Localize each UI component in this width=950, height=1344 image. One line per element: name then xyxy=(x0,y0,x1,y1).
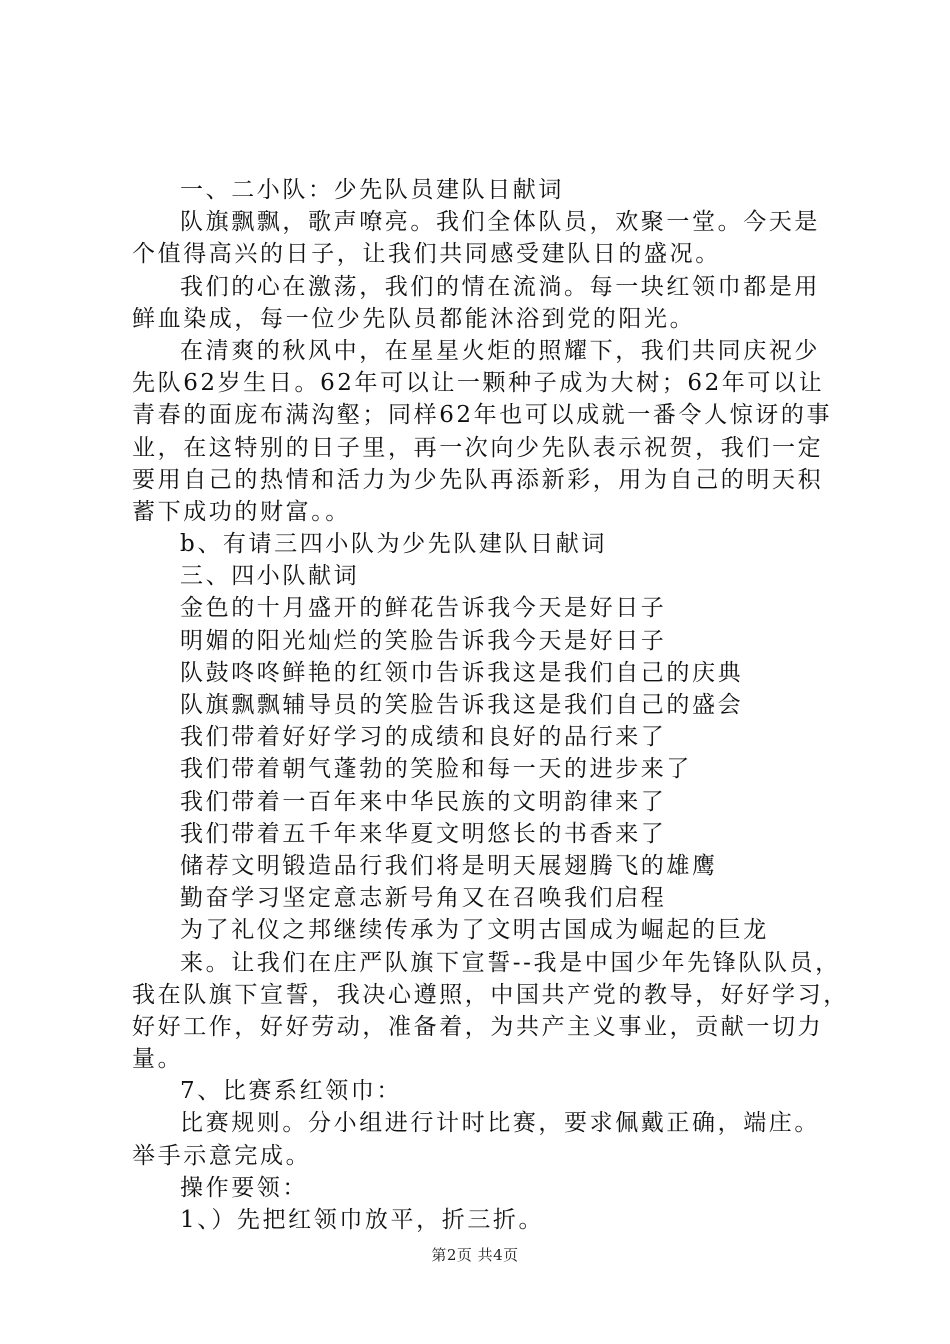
heading-line: 三、四小队献词 xyxy=(180,563,360,590)
paragraph-line: 队旗飘飘，歌声嘹亮。我们全体队员，欢聚一堂。今天是 xyxy=(180,209,820,236)
paragraph-line: 1、）先把红领巾放平，折三折。 xyxy=(180,1207,545,1233)
paragraph-line: 蓄下成功的财富。。 xyxy=(132,498,351,525)
paragraph-line: 量。 xyxy=(132,1046,184,1073)
paragraph-line: b、有请三四小队为少先队建队日献词 xyxy=(180,531,607,558)
paragraph-line: 要用自己的热情和活力为少先队再添新彩，用为自己的明天积 xyxy=(132,466,824,493)
paragraph-line: 鲜血染成，每一位少先队员都能沐浴到党的阳光。 xyxy=(132,305,696,332)
paragraph-line: 来。让我们在庄严队旗下宣誓--我是中国少年先锋队队员， xyxy=(180,949,841,976)
paragraph-line: 我在队旗下宣誓，我决心遵照，中国共产党的教导，好好学习， xyxy=(132,981,849,1008)
verse-line: 我们带着五千年来华夏文明悠长的书香来了 xyxy=(180,820,667,847)
verse-line: 明媚的阳光灿烂的笑脸告诉我今天是好日子 xyxy=(180,627,667,654)
heading-line: 一、二小队：少先队员建队日献词 xyxy=(180,177,564,203)
paragraph-line: 好好工作，好好劳动，准备着，为共产主义事业，贡献一切力 xyxy=(132,1013,824,1040)
verse-line: 队鼓咚咚鲜艳的红领巾告诉我这是我们自己的庆典 xyxy=(180,659,744,686)
verse-line: 我们带着朝气蓬勃的笑脸和每一天的进步来了 xyxy=(180,756,692,783)
paragraph-line: 业，在这特别的日子里，再一次向少先队表示祝贺，我们一定 xyxy=(132,434,824,461)
document-body xyxy=(132,174,849,1236)
verse-line: 队旗飘飘辅导员的笑脸告诉我这是我们自己的盛会 xyxy=(180,692,744,718)
paragraph-line: 举手示意完成。 xyxy=(132,1142,312,1169)
page-number-footer: 第2页 共4页 xyxy=(431,1246,519,1264)
paragraph-line: 在清爽的秋风中，在星星火炬的照耀下，我们共同庆祝少 xyxy=(180,337,820,364)
verse-line: 我们带着一百年来中华民族的文明韵律来了 xyxy=(180,788,667,815)
verse-line: 我们带着好好学习的成绩和良好的品行来了 xyxy=(180,724,667,751)
heading-line: 7、比赛系红领巾： xyxy=(180,1078,403,1105)
paragraph-line: 操作要领： xyxy=(180,1174,308,1201)
verse-line: 为了礼仪之邦继续传承为了文明古国成为崛起的巨龙 xyxy=(180,917,769,944)
paragraph-line: 先队62岁生日。62年可以让一颗种子成为大树；62年可以让 xyxy=(132,370,825,397)
verse-line: 金色的十月盛开的鲜花告诉我今天是好日子 xyxy=(180,595,667,622)
verse-line: 储荐文明锻造品行我们将是明天展翅腾飞的雄鹰 xyxy=(180,852,718,879)
verse-line: 勤奋学习坚定意志新号角又在召唤我们启程 xyxy=(180,885,667,912)
paragraph-line: 比赛规则。分小组进行计时比赛，要求佩戴正确，端庄。 xyxy=(180,1110,820,1137)
paragraph-line: 个值得高兴的日子，让我们共同感受建队日的盛况。 xyxy=(132,241,721,268)
paragraph-line: 青春的面庞布满沟壑；同样62年也可以成就一番令人惊讶的事 xyxy=(132,402,833,429)
paragraph-line: 我们的心在激荡，我们的情在流淌。每一块红领巾都是用 xyxy=(180,273,820,300)
